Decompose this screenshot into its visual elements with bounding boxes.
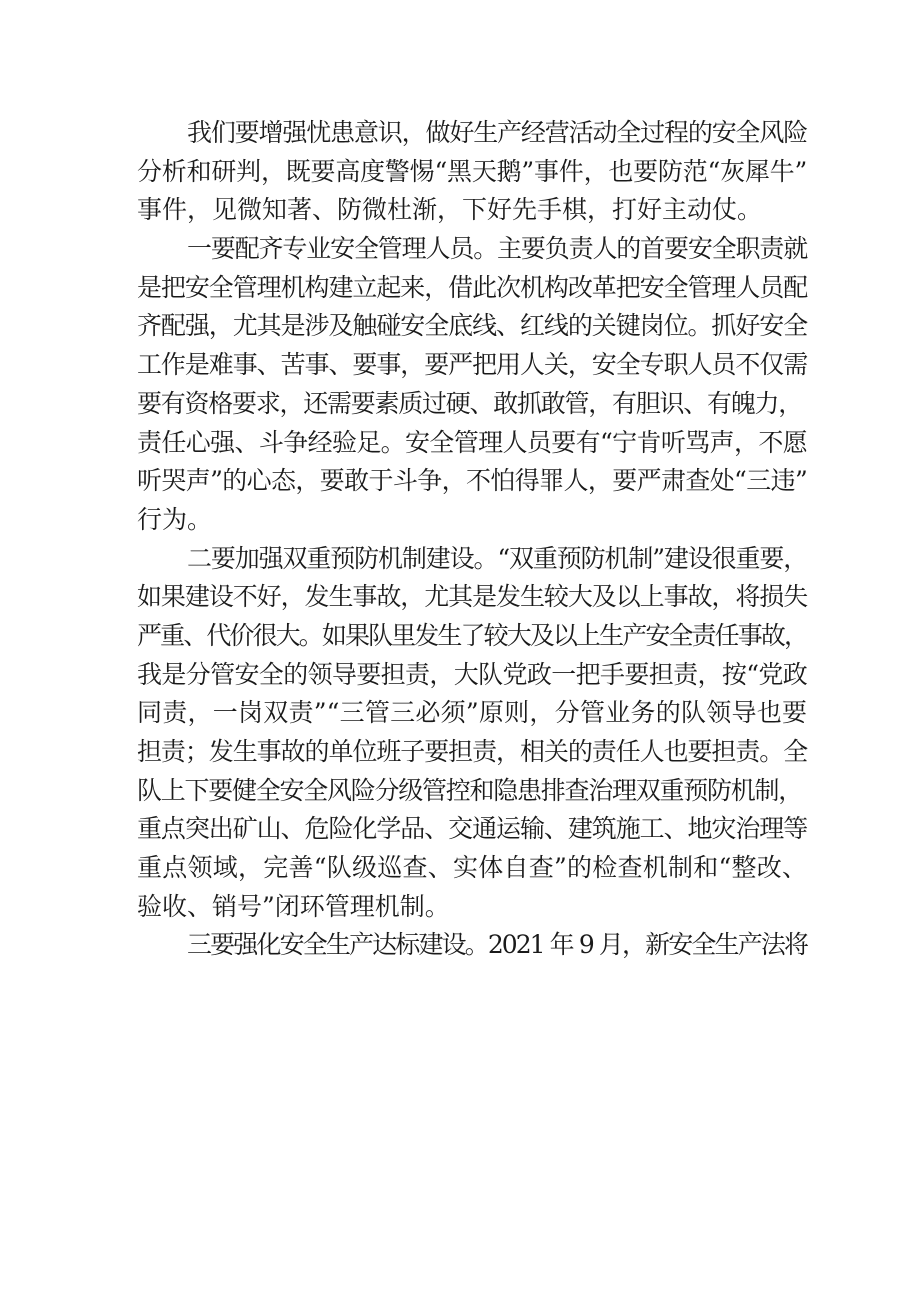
paragraph-intro (137, 114, 807, 230)
text-line: 是把安全管理机构建立起来，借此次机构改革把安全管理人员配 (137, 272, 807, 302)
text-line: 齐配强，尤其是涉及触碰安全底线、红线的关键岗位。抓好安全 (137, 311, 807, 341)
text-line: 重点突出矿山、危险化学品、交通运输、建筑施工、地灾治理等 (137, 814, 807, 844)
text-line: 队上下要健全安全风险分级管控和隐患排查治理双重预防机制， (137, 775, 803, 805)
text-line: 如果建设不好，发生事故，尤其是发生较大及以上事故，将损失 (137, 582, 807, 612)
text-line: 事件，见微知著、防微杜渐，下好先手棋，打好主动仗。 (137, 195, 763, 225)
text-line: 行为。 (137, 504, 213, 534)
text-line: 同责，一岗双责”“三管三必须”原则，分管业务的队领导也要 (137, 698, 807, 728)
text-line: 我是分管安全的领导要担责，大队党政一把手要担责，按“党政 (137, 659, 807, 689)
paragraph-dual-prevention (137, 540, 807, 927)
text-line: 重点领域，完善“队级巡查、实体自查”的检查机制和“整改、 (137, 853, 807, 883)
text-line: 责任心强、斗争经验足。安全管理人员要有“宁肯听骂声，不愿 (137, 427, 807, 457)
text-line: 一要配齐专业安全管理人员。主要负责人的首要安全职责就 (187, 234, 807, 264)
text-line: 工作是难事、苦事、要事，要严把用人关，安全专职人员不仅需 (137, 350, 807, 380)
text-line: 我们要增强忧患意识，做好生产经营活动全过程的安全风险 (187, 118, 807, 147)
document-body (137, 114, 807, 965)
text-line: 分析和研判，既要高度警惕“黑天鹅”事件，也要防范“灰犀牛” (137, 156, 807, 186)
text-line: 三要强化安全生产达标建设。2021 年 9 月，新安全生产法将 (187, 930, 807, 960)
text-line: 验收、销号”闭环管理机制。 (137, 891, 450, 921)
text-line: 二要加强双重预防机制建设。“双重预防机制”建设很重要， (187, 543, 807, 573)
paragraph-staffing (137, 230, 807, 540)
text-line: 要有资格要求，还需要素质过硬、敢抓敢管，有胆识、有魄力， (137, 388, 803, 418)
text-line: 担责；发生事故的单位班子要担责，相关的责任人也要担责。全 (137, 737, 807, 766)
text-line: 严重、代价很大。如果队里发生了较大及以上生产安全责任事故， (137, 620, 807, 650)
paragraph-standardization (137, 926, 807, 965)
text-line: 听哭声”的心态，要敢于斗争，不怕得罪人，要严肃查处“三违” (137, 466, 807, 496)
